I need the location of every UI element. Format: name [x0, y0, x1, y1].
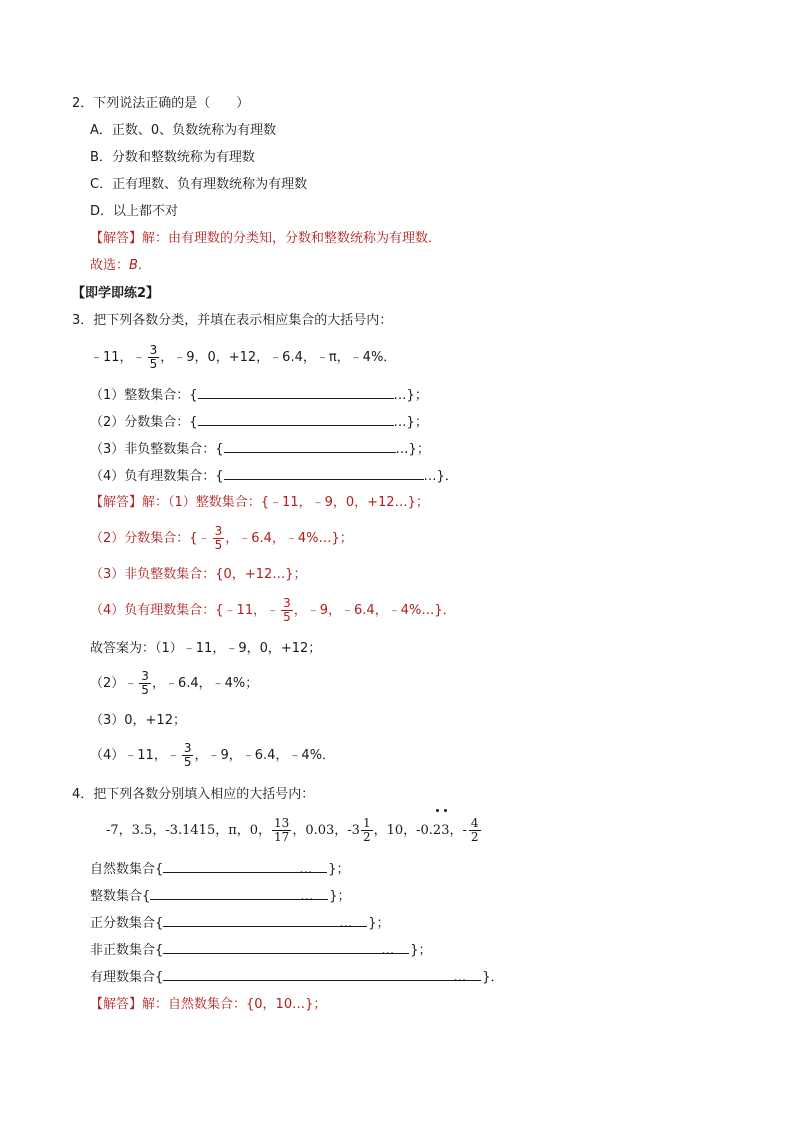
q2-answer	[90, 230, 441, 248]
answer-text: 解：（1）整数集合：{﹣11，﹣9，0，+12…}；	[142, 495, 429, 510]
denominator: 5	[183, 755, 192, 769]
numerator: 3	[214, 524, 223, 538]
q2-stem: 2．下列说法正确的是（ ）	[72, 96, 250, 111]
set-end: }；	[406, 388, 428, 403]
ellipsis: …	[381, 943, 395, 958]
minus-sign: ﹣	[197, 531, 211, 546]
set-label: 有理数集合{	[90, 970, 164, 985]
set-label: 正分数集合{	[90, 916, 164, 931]
q3-answer-4	[90, 594, 456, 628]
numerator: 3	[183, 741, 192, 755]
answer-blank[interactable]	[198, 386, 394, 399]
answer-tag: 【解答】	[90, 495, 143, 510]
fraction	[361, 817, 373, 844]
q4-stem: 4．把下列各数分别填入相应的大括号内：	[72, 787, 315, 802]
minus-sign: -	[462, 823, 467, 838]
answer-blank[interactable]	[163, 914, 367, 927]
numbers-text: ，0，	[236, 823, 272, 838]
answer-blank[interactable]	[163, 968, 481, 981]
answer-text: （2）分数集合：{	[90, 531, 198, 546]
q3-stem: 3．把下列各数分类，并填在表示相应集合的大括号内：	[72, 313, 393, 328]
denominator: 5	[283, 610, 291, 624]
answer-text: 解：由有理数的分类知，分数和整数统称为有理数．	[142, 231, 442, 246]
fraction	[281, 597, 293, 624]
q3-answer-2	[90, 522, 353, 556]
set-end: }．	[482, 970, 504, 985]
ellipsis: …	[393, 415, 407, 430]
numbers-text: ，0.03，-3	[292, 823, 360, 838]
ellipsis: …	[339, 916, 353, 931]
set-end: }；	[329, 889, 351, 904]
numbers-text: ，	[449, 823, 463, 838]
q3-final-1: 故答案为：（1）﹣11，﹣9，0，+12；	[90, 641, 322, 656]
q3-set-4	[90, 467, 458, 486]
repeating-digit: 2	[433, 813, 441, 849]
fraction	[272, 817, 291, 844]
q3-set-1	[90, 386, 428, 405]
answer-blank[interactable]	[224, 440, 396, 453]
denominator: 2	[362, 830, 371, 844]
set-end: }．	[436, 469, 458, 484]
fraction	[139, 670, 151, 697]
q2-choice	[90, 257, 151, 275]
answer-text: （4）负有理数集合：{﹣11，	[90, 603, 267, 618]
q3-final-4	[90, 739, 335, 773]
numbers-text: ，﹣9，0，+12，﹣6.4，﹣π，﹣4%．	[160, 350, 397, 365]
set-label: （4）负有理数集合：{	[90, 469, 224, 484]
q3-answer-1	[90, 494, 429, 512]
q3-numbers	[90, 341, 396, 375]
q2-option-c: C．正有理数、负有理数统称为有理数	[90, 177, 308, 192]
set-label: （1）整数集合：{	[90, 388, 198, 403]
ellipsis: …	[393, 388, 407, 403]
denominator: 5	[214, 538, 223, 552]
numerator: 3	[149, 343, 158, 357]
fraction	[469, 817, 481, 844]
q4-set-rational	[90, 968, 504, 987]
answer-text: ，﹣6.4，﹣4%…}；	[225, 531, 353, 546]
answer-blank[interactable]	[224, 467, 424, 480]
set-end: }；	[406, 415, 428, 430]
practice-header: 【即学即练2】	[72, 286, 160, 301]
denominator: 5	[141, 683, 149, 697]
q4-set-nonpositive	[90, 941, 432, 960]
pi-symbol: π	[228, 823, 237, 838]
answer-blank[interactable]	[198, 413, 394, 426]
answer-text: （2）	[90, 676, 125, 691]
ellipsis: …	[395, 442, 409, 457]
set-label: （3）非负整数集合：{	[90, 442, 224, 457]
numbers-text: -7，3.5，-3.1415，	[106, 823, 229, 838]
q2-option-b: B．分数和整数统称为有理数	[90, 150, 255, 165]
q3-final-2	[90, 667, 258, 701]
ellipsis: …	[300, 889, 314, 904]
minus-sign: ﹣	[132, 350, 146, 365]
q4-set-natural	[90, 860, 350, 879]
numerator: 4	[470, 816, 479, 830]
set-label: 非正数集合{	[90, 943, 164, 958]
minus-sign: ﹣	[166, 748, 180, 763]
q3-final-3: （3）0，+12；	[90, 713, 186, 728]
q4-set-integer	[90, 887, 351, 906]
ellipsis: …	[423, 469, 437, 484]
answer-text: ，﹣9，﹣6.4，﹣4%…}．	[293, 603, 456, 618]
q2-option-d: D．以上都不对	[90, 204, 179, 219]
repeating-digit: 3	[441, 813, 449, 849]
q3-set-2	[90, 413, 428, 432]
fraction	[182, 742, 194, 769]
answer-tag: 【解答】	[90, 231, 143, 246]
q3-answer-3: （3）非负整数集合：{0，+12…}；	[90, 567, 307, 582]
answer-text: ，﹣9，﹣6.4，﹣4%．	[194, 748, 336, 763]
answer-text: ，﹣6.4，﹣4%；	[151, 676, 259, 691]
q4-set-positive-fraction	[90, 914, 390, 933]
choice-letter: B	[129, 258, 138, 273]
set-label: （2）分数集合：{	[90, 415, 198, 430]
set-label: 自然数集合{	[90, 862, 164, 877]
answer-text: 解：自然数集合：{0，10…}；	[142, 997, 327, 1012]
choice-prefix: 故选：	[90, 258, 130, 273]
fraction	[213, 525, 225, 552]
fraction	[148, 344, 160, 371]
q2-option-a: A．正数、0、负数统称为有理数	[90, 123, 277, 138]
numerator: 3	[283, 596, 291, 610]
answer-blank[interactable]	[163, 941, 409, 954]
denominator: 5	[149, 357, 158, 371]
q3-set-3	[90, 440, 430, 459]
numerator: 1	[362, 816, 371, 830]
minus-sign: ﹣	[124, 676, 138, 691]
set-end: }；	[410, 943, 432, 958]
set-label: 整数集合{	[90, 889, 151, 904]
ellipsis: …	[299, 862, 313, 877]
set-end: }；	[408, 442, 430, 457]
choice-suffix: ．	[137, 258, 151, 273]
q4-numbers	[106, 813, 482, 849]
minus-sign: ﹣	[266, 603, 280, 618]
numerator: 13	[274, 816, 290, 830]
numerator: 3	[141, 669, 149, 683]
denominator: 2	[470, 830, 479, 844]
numbers-text: ，10，-0.	[373, 823, 433, 838]
answer-tag: 【解答】	[90, 997, 143, 1012]
denominator: 17	[274, 830, 290, 844]
numbers-text: ﹣11，	[90, 350, 133, 365]
set-end: }；	[328, 862, 350, 877]
ellipsis: …	[453, 970, 467, 985]
q4-answer	[90, 996, 326, 1014]
set-end: }；	[368, 916, 390, 931]
answer-text: （4）﹣11，	[90, 748, 167, 763]
